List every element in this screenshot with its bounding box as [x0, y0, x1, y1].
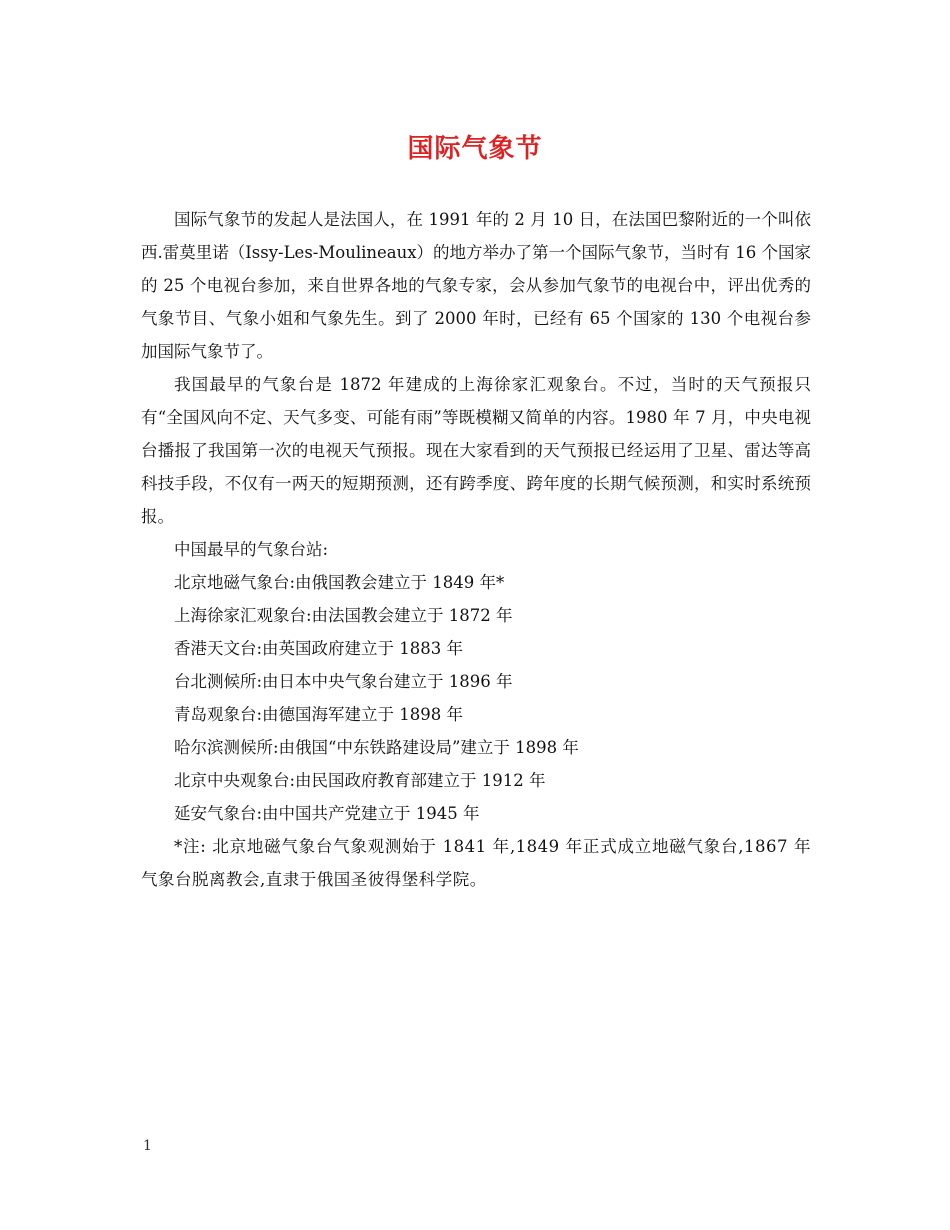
station-list-heading: 中国最早的气象台站:: [174, 540, 329, 559]
station-item: 哈尔滨测候所:由俄国“中东铁路建设局”建立于 1898 年: [174, 738, 579, 757]
station-item: 上海徐家汇观象台:由法国教会建立于 1872 年: [174, 606, 513, 625]
document-title: 国际气象节: [407, 134, 543, 164]
station-item: 台北测候所:由日本中央气象台建立于 1896 年: [174, 672, 513, 691]
paragraph-2: 我国最早的气象台是 1872 年建成的上海徐家汇观象台。不过，当时的天气预报只有“全国风向不定、天气多变、可能有雨”等既模糊又简单的内容。1980 年 7 月，中央电视台播报了我国第一次的电视天气预报。现在大家看到的天气预报已经运用了卫星、雷达等高科技手段，不仅有一两天的短期预测，还有跨季度、跨年度的长期气候预测，和实时系统预报。: [141, 375, 811, 526]
footnote: *注: 北京地磁气象台气象观测始于 1841 年,1849 年正式成立地磁气象台,1867 年气象台脱离教会,直隶于俄国圣彼得堡科学院。: [141, 837, 811, 889]
station-item: 北京地磁气象台:由俄国教会建立于 1849 年*: [174, 573, 505, 592]
station-item: 香港天文台:由英国政府建立于 1883 年: [174, 639, 464, 658]
station-item: 北京中央观象台:由民国政府教育部建立于 1912 年: [174, 771, 546, 790]
page-number: 1: [143, 1138, 152, 1154]
document-body: [141, 203, 811, 896]
station-item: 延安气象台:由中国共产党建立于 1945 年: [174, 804, 480, 823]
station-item: 青岛观象台:由德国海军建立于 1898 年: [174, 705, 464, 724]
station-list: [141, 566, 811, 830]
paragraph-1: 国际气象节的发起人是法国人，在 1991 年的 2 月 10 日，在法国巴黎附近的一个叫依西.雷莫里诺（Issy-Les-Moulineaux）的地方举办了第一个国际气象节，当时有 16 个国家的 25 个电视台参加，来自世界各地的气象专家，会从参加气象节的电视台中，评出优秀的气象节目、气象小姐和气象先生。到了 2000 年时，已经有 65 个国家的 130 个电视台参加国际气象节了。: [141, 210, 812, 361]
